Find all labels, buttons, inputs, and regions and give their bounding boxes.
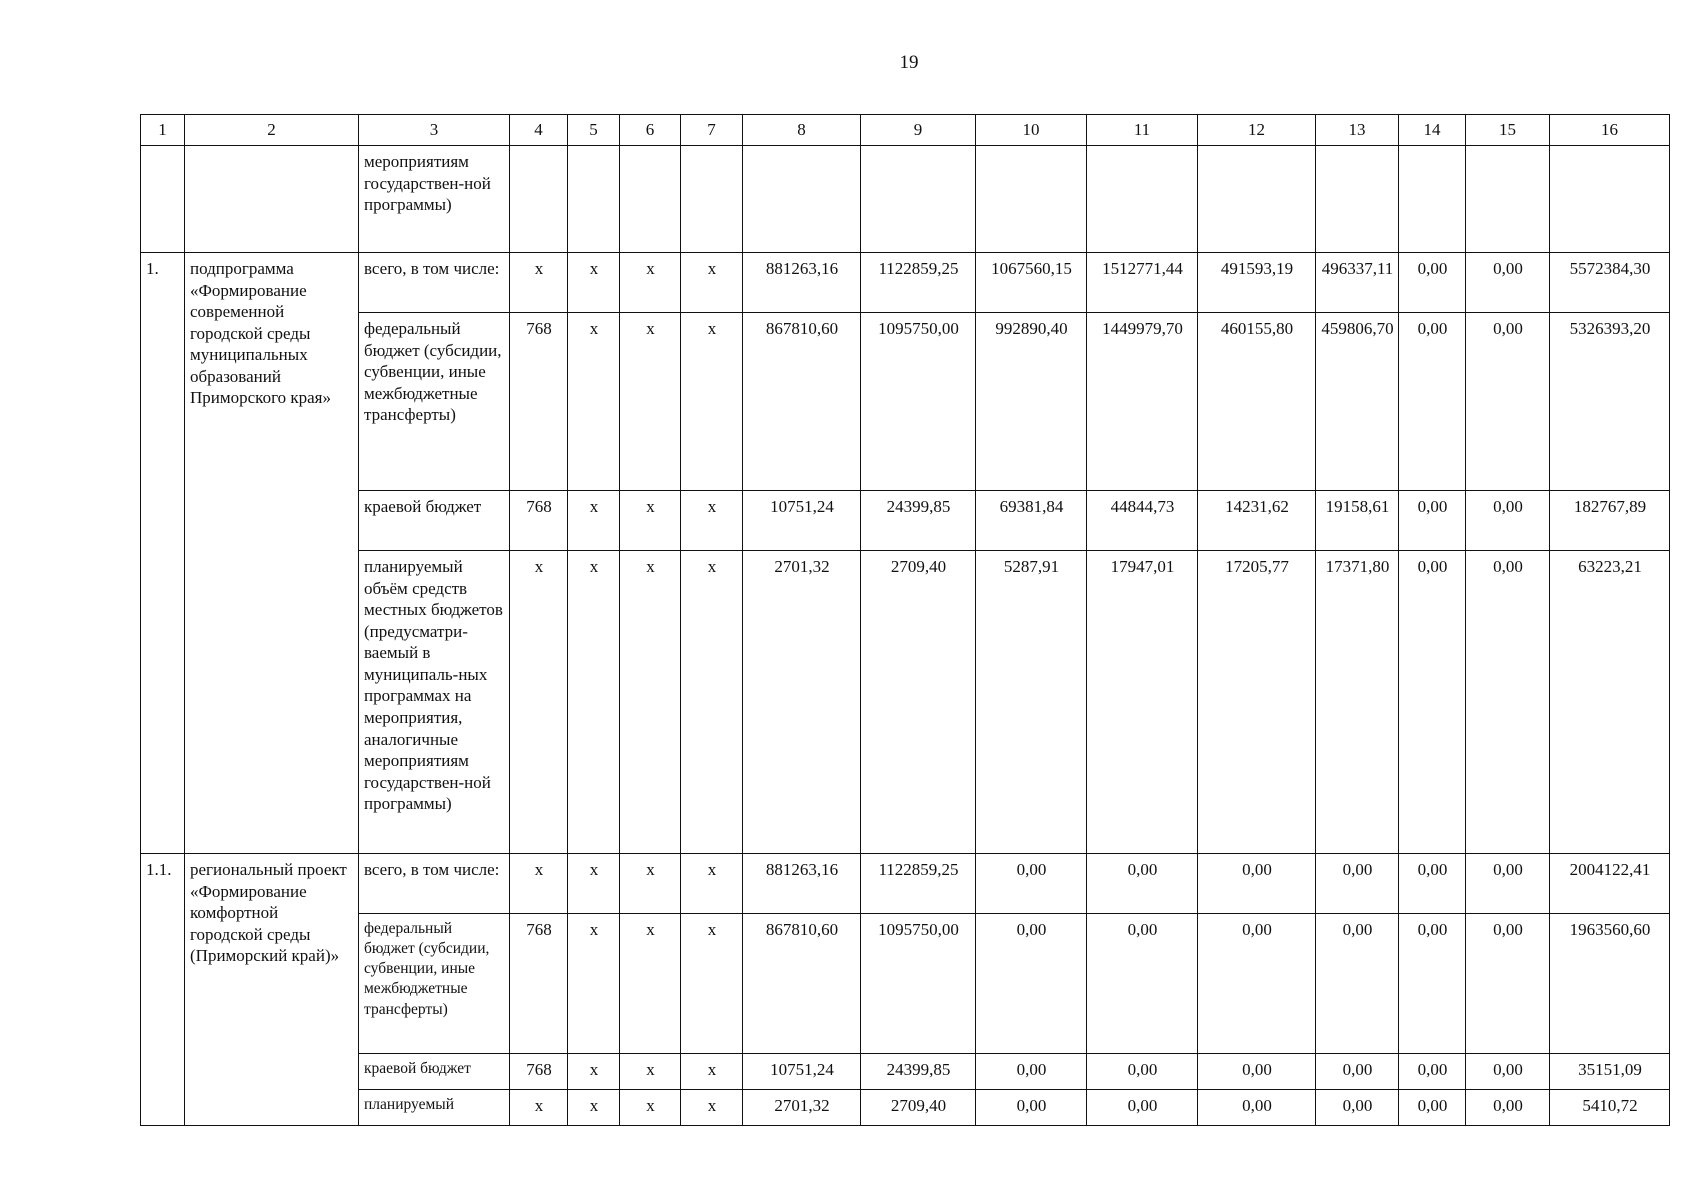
- table-cell: 1.: [141, 253, 185, 854]
- table-cell: планируемый объём средств местных бюджетов (предусматри-ваемый в муниципаль-ных программах на мероприятия, аналогичные мероприятиям государствен-ной программы): [359, 551, 510, 854]
- table-cell: 5410,72: [1550, 1090, 1670, 1126]
- table-cell: 5287,91: [976, 551, 1087, 854]
- table-cell: 0,00: [1466, 253, 1550, 313]
- table-cell: [141, 146, 185, 253]
- table-cell: 491593,19: [1198, 253, 1316, 313]
- table-cell: 0,00: [1316, 854, 1399, 914]
- table-row: [141, 854, 1670, 914]
- table-cell: 2701,32: [743, 551, 861, 854]
- table-cell: 2709,40: [861, 1090, 976, 1126]
- table-cell: всего, в том числе:: [359, 253, 510, 313]
- table-cell: 17205,77: [1198, 551, 1316, 854]
- table-cell: х: [620, 1090, 681, 1126]
- column-header: 13: [1316, 115, 1399, 146]
- table-cell: 17371,80: [1316, 551, 1399, 854]
- column-header: 4: [510, 115, 568, 146]
- table-cell: 881263,16: [743, 253, 861, 313]
- table-cell: х: [681, 914, 743, 1054]
- table-cell: 0,00: [1087, 914, 1198, 1054]
- table-cell: 35151,09: [1550, 1054, 1670, 1090]
- table-cell: 44844,73: [1087, 491, 1198, 551]
- column-header: 5: [568, 115, 620, 146]
- table-cell: подпрограмма «Формирование современной городской среды муниципальных образований Приморского края»: [185, 253, 359, 854]
- table-cell: х: [620, 854, 681, 914]
- table-cell: х: [620, 253, 681, 313]
- table-cell: 1512771,44: [1087, 253, 1198, 313]
- table-row: [141, 551, 1670, 854]
- column-header: 9: [861, 115, 976, 146]
- table-cell: краевой бюджет: [359, 491, 510, 551]
- table-cell: 1122859,25: [861, 854, 976, 914]
- table-cell: 460155,80: [1198, 313, 1316, 491]
- table-cell: [861, 146, 976, 253]
- column-header: 16: [1550, 115, 1670, 146]
- table-cell: мероприятиям государствен-ной программы): [359, 146, 510, 253]
- table-cell: 10751,24: [743, 1054, 861, 1090]
- table-cell: краевой бюджет: [359, 1054, 510, 1090]
- table-cell: [1399, 146, 1466, 253]
- table-cell: х: [568, 914, 620, 1054]
- table-cell: х: [620, 551, 681, 854]
- table-cell: 768: [510, 491, 568, 551]
- column-header: 15: [1466, 115, 1550, 146]
- column-header: 6: [620, 115, 681, 146]
- table-cell: 10751,24: [743, 491, 861, 551]
- column-header: 12: [1198, 115, 1316, 146]
- table-cell: 768: [510, 313, 568, 491]
- table-cell: 1067560,15: [976, 253, 1087, 313]
- table-cell: 2004122,41: [1550, 854, 1670, 914]
- table-cell: 0,00: [1316, 1054, 1399, 1090]
- table-cell: 496337,11: [1316, 253, 1399, 313]
- table-cell: всего, в том числе:: [359, 854, 510, 914]
- table-cell: 2701,32: [743, 1090, 861, 1126]
- column-header: 1: [141, 115, 185, 146]
- column-header: 10: [976, 115, 1087, 146]
- table-cell: 24399,85: [861, 1054, 976, 1090]
- table-cell: 1.1.: [141, 854, 185, 1126]
- table-cell: 0,00: [976, 1054, 1087, 1090]
- budget-table: [140, 114, 1670, 1126]
- table-cell: 867810,60: [743, 914, 861, 1054]
- table-cell: 867810,60: [743, 313, 861, 491]
- table-cell: 0,00: [1198, 1090, 1316, 1126]
- table-cell: х: [681, 854, 743, 914]
- table-cell: 5326393,20: [1550, 313, 1670, 491]
- table-cell: федеральный бюджет (субсидии, субвенции, иные межбюджетные трансферты): [359, 914, 510, 1054]
- table-cell: 0,00: [1198, 914, 1316, 1054]
- table-cell: х: [510, 253, 568, 313]
- table-cell: 0,00: [1466, 1054, 1550, 1090]
- table-cell: 0,00: [1466, 551, 1550, 854]
- table-cell: х: [681, 313, 743, 491]
- column-header: 11: [1087, 115, 1198, 146]
- table-cell: 1095750,00: [861, 313, 976, 491]
- page-number: 19: [899, 52, 919, 73]
- table-cell: х: [510, 1090, 568, 1126]
- table-cell: 768: [510, 914, 568, 1054]
- table-cell: 0,00: [1087, 1090, 1198, 1126]
- table-cell: 1122859,25: [861, 253, 976, 313]
- table-cell: [1316, 146, 1399, 253]
- table-cell: 0,00: [1399, 914, 1466, 1054]
- table-cell: 0,00: [1399, 551, 1466, 854]
- table-cell: х: [681, 1054, 743, 1090]
- table-row: [141, 1054, 1670, 1090]
- table-cell: х: [681, 1090, 743, 1126]
- table-row: [141, 253, 1670, 313]
- table-cell: 0,00: [1399, 1090, 1466, 1126]
- table-cell: 0,00: [1198, 854, 1316, 914]
- table-cell: региональный проект «Формирование комфортной городской среды (Приморский край)»: [185, 854, 359, 1126]
- table-row: [141, 914, 1670, 1054]
- table-cell: [976, 146, 1087, 253]
- table-cell: 19158,61: [1316, 491, 1399, 551]
- table-cell: 0,00: [1198, 1054, 1316, 1090]
- table-cell: х: [620, 1054, 681, 1090]
- table-cell: 992890,40: [976, 313, 1087, 491]
- table-cell: х: [681, 551, 743, 854]
- table-cell: 1963560,60: [1550, 914, 1670, 1054]
- table-cell: 0,00: [1399, 1054, 1466, 1090]
- header-row: [141, 115, 1670, 146]
- table-cell: [1550, 146, 1670, 253]
- table-cell: 2709,40: [861, 551, 976, 854]
- table-cell: х: [510, 551, 568, 854]
- table-cell: 63223,21: [1550, 551, 1670, 854]
- column-header: 2: [185, 115, 359, 146]
- table-cell: 0,00: [1316, 914, 1399, 1054]
- table-cell: х: [568, 253, 620, 313]
- table-cell: 0,00: [1466, 854, 1550, 914]
- table-cell: 0,00: [1466, 1090, 1550, 1126]
- table-cell: [1087, 146, 1198, 253]
- table-cell: х: [568, 313, 620, 491]
- table-cell: [1198, 146, 1316, 253]
- table-cell: х: [681, 491, 743, 551]
- column-header: 14: [1399, 115, 1466, 146]
- table-cell: 0,00: [1399, 253, 1466, 313]
- table-cell: 69381,84: [976, 491, 1087, 551]
- table-cell: х: [510, 854, 568, 914]
- table-cell: 0,00: [1466, 491, 1550, 551]
- table-cell: х: [568, 1090, 620, 1126]
- column-header: 8: [743, 115, 861, 146]
- table-cell: [743, 146, 861, 253]
- table-cell: планируемый: [359, 1090, 510, 1126]
- table-cell: 0,00: [976, 1090, 1087, 1126]
- table-cell: 0,00: [976, 914, 1087, 1054]
- table-cell: 182767,89: [1550, 491, 1670, 551]
- table-cell: х: [681, 253, 743, 313]
- table-cell: [1466, 146, 1550, 253]
- table-cell: 0,00: [1087, 854, 1198, 914]
- table-row: [141, 313, 1670, 491]
- table-cell: [620, 146, 681, 253]
- column-header: 3: [359, 115, 510, 146]
- table-cell: х: [568, 491, 620, 551]
- table-cell: х: [620, 491, 681, 551]
- table-cell: 1449979,70: [1087, 313, 1198, 491]
- table-cell: х: [620, 914, 681, 1054]
- table-cell: 0,00: [1399, 313, 1466, 491]
- table-cell: 0,00: [976, 854, 1087, 914]
- table-cell: 0,00: [1087, 1054, 1198, 1090]
- table-cell: 14231,62: [1198, 491, 1316, 551]
- table-row: [141, 1090, 1670, 1126]
- table-cell: [681, 146, 743, 253]
- table-cell: 0,00: [1466, 914, 1550, 1054]
- table-cell: х: [568, 551, 620, 854]
- table-cell: [568, 146, 620, 253]
- table-cell: федеральный бюджет (субсидии, субвенции, иные межбюджетные трансферты): [359, 313, 510, 491]
- column-header: 7: [681, 115, 743, 146]
- table-cell: 17947,01: [1087, 551, 1198, 854]
- table-cell: 0,00: [1316, 1090, 1399, 1126]
- table-row: [141, 146, 1670, 253]
- table-cell: 24399,85: [861, 491, 976, 551]
- table-cell: [510, 146, 568, 253]
- table-cell: х: [568, 854, 620, 914]
- table-cell: [185, 146, 359, 253]
- table-cell: х: [568, 1054, 620, 1090]
- table-cell: 881263,16: [743, 854, 861, 914]
- table-cell: 768: [510, 1054, 568, 1090]
- table-row: [141, 491, 1670, 551]
- table-cell: 0,00: [1466, 313, 1550, 491]
- table-cell: 0,00: [1399, 854, 1466, 914]
- table-cell: 459806,70: [1316, 313, 1399, 491]
- table-cell: 5572384,30: [1550, 253, 1670, 313]
- table-cell: х: [620, 313, 681, 491]
- table-cell: 0,00: [1399, 491, 1466, 551]
- table-cell: 1095750,00: [861, 914, 976, 1054]
